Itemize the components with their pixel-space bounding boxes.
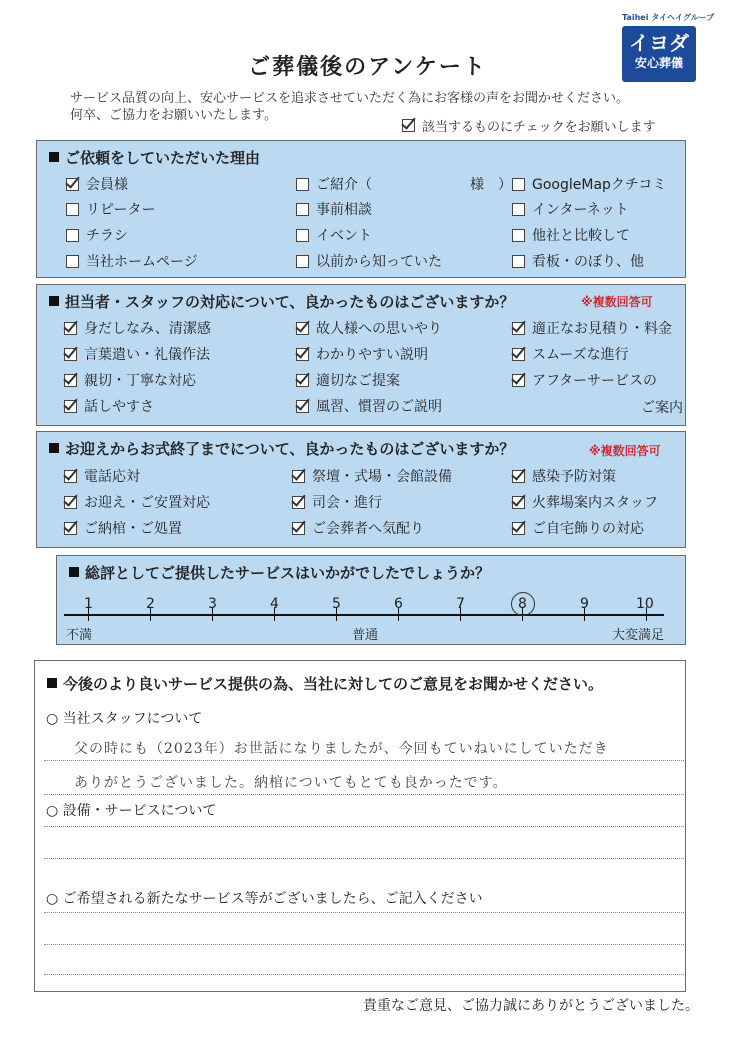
option-label: 会員様 — [86, 177, 128, 193]
rating-option[interactable]: 9 — [580, 596, 589, 612]
section3-option[interactable] — [512, 492, 658, 512]
section2-option[interactable] — [64, 370, 196, 390]
check-note-text: 該当するものにチェックをお願いします — [422, 120, 656, 135]
option-label: GoogleMapクチコミ — [532, 177, 667, 193]
section2-option[interactable] — [512, 344, 629, 364]
checkbox-icon[interactable] — [64, 496, 77, 509]
section1-option[interactable] — [66, 174, 128, 194]
option-label: 電話応対 — [84, 469, 140, 485]
rating-option[interactable]: 1 — [84, 596, 93, 612]
answer-line[interactable] — [44, 826, 684, 827]
option-label: 司会・進行 — [312, 495, 382, 511]
section1-option[interactable] — [66, 225, 128, 245]
answer-staff-line-1[interactable]: 父の時にも（2023年）お世話になりましたが、今回もていねいにしていただき — [74, 741, 609, 757]
option-label: 適切なご提案 — [316, 373, 400, 389]
answer-staff-line-2[interactable]: ありがとうございました。納棺についてもとても良かったです。 — [74, 775, 508, 791]
checkbox-icon[interactable] — [512, 522, 525, 535]
intro-line-1: サービス品質の向上、安心サービスを追求させていただく為にお客様の声をお聞かせください。 — [70, 91, 630, 106]
checkbox-icon[interactable] — [296, 322, 309, 335]
option-label: 感染予防対策 — [532, 469, 616, 485]
section-staff-heading: 担当者・スタッフの対応について、良かったものはございますか？ — [49, 291, 514, 312]
option-label: 祭壇・式場・会館設備 — [312, 469, 452, 485]
answer-line[interactable] — [44, 912, 684, 913]
section3-option[interactable] — [64, 466, 140, 486]
option-label: 火葬場案内スタッフ — [532, 495, 658, 511]
option-label: 話しやすさ — [84, 399, 154, 415]
answer-line[interactable] — [44, 794, 684, 795]
option-label: 他社と比較して — [532, 228, 630, 244]
checkbox-icon[interactable] — [512, 374, 525, 387]
checkbox-icon[interactable] — [66, 203, 79, 216]
rating-option[interactable]: 3 — [208, 596, 217, 612]
option-label: 故人様への思いやり — [316, 321, 442, 337]
section2-option[interactable] — [64, 396, 154, 416]
option-label: 言葉遣い・礼儀作法 — [84, 347, 210, 363]
section1-option[interactable] — [66, 251, 198, 271]
rating-mid-label: 普通 — [352, 628, 379, 643]
answer-line[interactable] — [44, 858, 684, 859]
option-label: ご納棺・ご処置 — [84, 521, 182, 537]
section1-option[interactable] — [296, 174, 512, 194]
checkbox-icon[interactable] — [296, 178, 309, 191]
option-label: 身だしなみ、清潔感 — [84, 321, 211, 337]
checkbox-icon[interactable] — [296, 203, 309, 216]
question-new-services: ○ ご希望される新たなサービス等がございましたら、ご記入ください — [46, 891, 483, 907]
checkbox-icon[interactable] — [296, 374, 309, 387]
option-label: チラシ — [86, 228, 128, 244]
checkbox-icon[interactable] — [64, 400, 77, 413]
checkbox-icon[interactable] — [64, 374, 77, 387]
checkbox-icon[interactable] — [296, 229, 309, 242]
checkbox-icon[interactable] — [512, 255, 525, 268]
option-label: 看板・のぼり、他 — [532, 254, 644, 270]
section2-option[interactable] — [296, 370, 400, 390]
checkbox-icon[interactable] — [292, 496, 305, 509]
checkbox-icon[interactable] — [512, 322, 525, 335]
logo-name: イヨダ — [629, 31, 689, 55]
section3-option[interactable] — [292, 466, 452, 486]
section1-option[interactable] — [296, 199, 372, 219]
option-label: 事前相談 — [316, 202, 372, 218]
square-bullet-icon — [49, 152, 59, 162]
answer-line[interactable] — [44, 944, 684, 945]
section3-option[interactable] — [292, 518, 424, 538]
logo-sub: 安心葬儀 — [634, 56, 683, 70]
rating-high-label: 大変満足 — [612, 628, 665, 643]
checkbox-icon[interactable] — [512, 203, 525, 216]
section-reason-heading: ご依頼をしていただいた理由 — [49, 147, 260, 168]
rating-option[interactable]: 8 — [518, 596, 527, 612]
rating-option[interactable]: 4 — [270, 596, 279, 612]
section-staff-continuation: ご案内 — [641, 400, 683, 416]
company-logo — [622, 12, 714, 88]
option-label: わかりやすい説明 — [316, 347, 428, 363]
section2-option[interactable] — [64, 344, 210, 364]
rating-option[interactable]: 5 — [332, 596, 341, 612]
check-note — [402, 116, 656, 135]
rating-scale-line — [64, 614, 664, 616]
section2-option[interactable] — [296, 396, 442, 416]
section2-option[interactable] — [64, 318, 211, 338]
comments-heading: 今後のより良いサービス提供の為、当社に対してのご意見をお聞かせください。 — [47, 673, 603, 694]
checkbox-icon[interactable] — [292, 522, 305, 535]
question-facility: ○ 設備・サービスについて — [46, 803, 217, 819]
logo-brand: Taihei タイヘイグループ — [622, 13, 715, 22]
section-staff-note: ※複数回答可 — [581, 295, 653, 309]
rating-option[interactable]: 6 — [394, 596, 403, 612]
option-label: 風習、慣習のご説明 — [316, 399, 442, 415]
section3-option[interactable] — [64, 518, 182, 538]
section2-option[interactable] — [296, 318, 442, 338]
section1-option[interactable] — [512, 174, 666, 194]
checkbox-icon[interactable] — [296, 400, 309, 413]
square-bullet-icon — [49, 296, 59, 306]
square-bullet-icon — [47, 678, 57, 688]
answer-line[interactable] — [44, 974, 684, 975]
section1-option[interactable] — [66, 199, 155, 219]
option-label: 親切・丁寧な対応 — [84, 373, 196, 389]
option-label: 適正なお見積り・料金 — [532, 321, 672, 337]
checkbox-icon[interactable] — [512, 470, 525, 483]
checkbox-icon[interactable] — [296, 255, 309, 268]
checkbox-icon[interactable] — [66, 178, 79, 191]
option-label: ご会葬者へ気配り — [312, 521, 424, 537]
checkbox-icon[interactable] — [66, 255, 79, 268]
checkbox-icon[interactable] — [66, 229, 79, 242]
page-title: ご葬儀後のアンケート — [248, 55, 487, 80]
rating-option[interactable]: 2 — [146, 596, 155, 612]
checkbox-icon[interactable] — [512, 348, 525, 361]
checkbox-icon[interactable] — [296, 348, 309, 361]
checkbox-icon[interactable] — [64, 348, 77, 361]
section-ceremony-note: ※複数回答可 — [589, 444, 661, 458]
option-label: スムーズな進行 — [532, 347, 629, 363]
square-bullet-icon — [49, 443, 59, 453]
section-ceremony-heading: お迎えからお式終了までについて、良かったものはございますか？ — [49, 438, 514, 459]
checkbox-icon[interactable] — [64, 522, 77, 535]
selected-rating-circle — [511, 592, 535, 616]
section2-option[interactable] — [512, 370, 657, 390]
intro-line-2: 何卒、ご協力をお願いいたします。 — [70, 108, 277, 123]
option-label: イベント — [316, 228, 372, 244]
checkbox-icon[interactable] — [512, 496, 525, 509]
option-label: 当社ホームページ — [86, 254, 198, 270]
option-label: ご自宅飾りの対応 — [532, 521, 644, 537]
checkbox-icon[interactable] — [64, 470, 77, 483]
section1-option[interactable] — [296, 225, 372, 245]
checkbox-icon[interactable] — [512, 229, 525, 242]
section3-option[interactable] — [64, 492, 210, 512]
section3-option[interactable] — [512, 518, 644, 538]
footer-thanks: 貴重なご意見、ご協力誠にありがとうございました。 — [363, 998, 699, 1014]
option-label: リピーター — [86, 202, 156, 218]
option-label: ご紹介（ 様 ） — [316, 177, 512, 193]
section1-option[interactable] — [512, 225, 630, 245]
section2-option[interactable] — [512, 318, 672, 338]
section-overall-heading: 総評としてご提供したサービスはいかがでしたでしょうか？ — [69, 562, 490, 583]
option-label: アフターサービスの — [532, 373, 658, 389]
answer-line[interactable] — [44, 760, 684, 761]
rating-option[interactable]: 10 — [636, 596, 654, 612]
checkbox-icon[interactable] — [64, 322, 77, 335]
rating-low-label: 不満 — [66, 628, 93, 643]
option-label: お迎え・ご安置対応 — [84, 495, 210, 511]
square-bullet-icon — [69, 567, 79, 577]
checkbox-icon[interactable] — [512, 178, 525, 191]
check-note-checkbox-icon — [402, 119, 415, 132]
option-label: インターネット — [532, 202, 629, 218]
section3-option[interactable] — [292, 492, 382, 512]
rating-option[interactable]: 7 — [456, 596, 465, 612]
section1-option[interactable] — [512, 251, 644, 271]
section1-option[interactable] — [512, 199, 629, 219]
checkbox-icon[interactable] — [292, 470, 305, 483]
section1-option[interactable] — [296, 251, 442, 271]
option-label: 以前から知っていた — [316, 254, 442, 270]
section2-option[interactable] — [296, 344, 428, 364]
section3-option[interactable] — [512, 466, 616, 486]
question-staff: ○ 当社スタッフについて — [46, 711, 203, 727]
